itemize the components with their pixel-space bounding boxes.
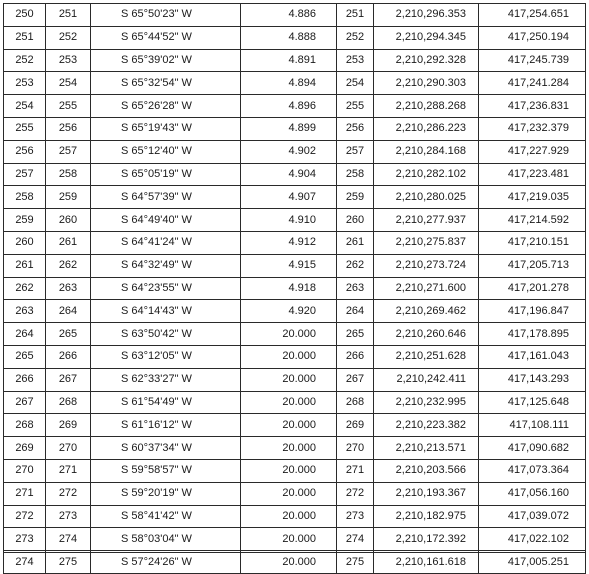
bearing-cell: S 65°12'40" W [91,140,241,163]
point-cell: 251 [337,4,374,27]
from-station-cell: 260 [4,231,46,254]
easting-cell: 417,161.043 [479,345,586,368]
easting-cell: 417,210.151 [479,231,586,254]
bearing-cell: S 64°32'49" W [91,254,241,277]
northing-cell: 2,210,280.025 [374,186,479,209]
distance-cell: 4.910 [241,209,337,232]
northing-cell: 2,210,286.223 [374,117,479,140]
bearing-cell: S 64°14'43" W [91,300,241,323]
easting-cell: 417,056.160 [479,482,586,505]
northing-cell: 2,210,294.345 [374,26,479,49]
to-station-cell: 256 [46,117,91,140]
table-row [4,505,586,528]
easting-cell: 417,254.651 [479,4,586,27]
easting-cell: 417,108.111 [479,414,586,437]
bearing-cell: S 62°33'27" W [91,368,241,391]
from-station-cell: 261 [4,254,46,277]
distance-cell: 4.907 [241,186,337,209]
point-cell: 260 [337,209,374,232]
from-station-cell: 264 [4,323,46,346]
bearing-cell: S 65°32'54" W [91,72,241,95]
point-cell: 268 [337,391,374,414]
from-station-cell: 267 [4,391,46,414]
from-station-cell: 251 [4,26,46,49]
point-cell: 266 [337,345,374,368]
to-station-cell: 254 [46,72,91,95]
easting-cell: 417,227.929 [479,140,586,163]
northing-cell: 2,210,193.367 [374,482,479,505]
bearing-cell: S 59°20'19" W [91,482,241,505]
from-station-cell: 263 [4,300,46,323]
from-station-cell: 271 [4,482,46,505]
from-station-cell: 266 [4,368,46,391]
distance-cell: 20.000 [241,459,337,482]
to-station-cell: 262 [46,254,91,277]
table-row [4,414,586,437]
table-row [4,26,586,49]
easting-cell: 417,223.481 [479,163,586,186]
distance-cell: 20.000 [241,505,337,528]
bearing-cell: S 65°05'19" W [91,163,241,186]
point-cell: 271 [337,459,374,482]
distance-cell: 20.000 [241,551,337,574]
table-row [4,459,586,482]
point-cell: 253 [337,49,374,72]
table-row [4,209,586,232]
distance-cell: 20.000 [241,391,337,414]
from-station-cell: 257 [4,163,46,186]
bearing-cell: S 63°12'05" W [91,345,241,368]
table-row [4,231,586,254]
from-station-cell: 256 [4,140,46,163]
table-row [4,437,586,460]
easting-cell: 417,214.592 [479,209,586,232]
to-station-cell: 267 [46,368,91,391]
to-station-cell: 252 [46,26,91,49]
distance-cell: 20.000 [241,323,337,346]
distance-cell: 4.896 [241,95,337,118]
distance-cell: 20.000 [241,482,337,505]
northing-cell: 2,210,273.724 [374,254,479,277]
distance-cell: 20.000 [241,368,337,391]
table-row [4,95,586,118]
from-station-cell: 270 [4,459,46,482]
northing-cell: 2,210,172.392 [374,528,479,551]
table-row [4,345,586,368]
from-station-cell: 274 [4,551,46,574]
northing-cell: 2,210,296.353 [374,4,479,27]
easting-cell: 417,245.739 [479,49,586,72]
to-station-cell: 270 [46,437,91,460]
from-station-cell: 272 [4,505,46,528]
northing-cell: 2,210,271.600 [374,277,479,300]
table-row [4,528,586,551]
bearing-cell: S 61°54'49" W [91,391,241,414]
to-station-cell: 274 [46,528,91,551]
bearing-cell: S 60°37'34" W [91,437,241,460]
from-station-cell: 269 [4,437,46,460]
distance-cell: 4.888 [241,26,337,49]
to-station-cell: 255 [46,95,91,118]
bearing-cell: S 63°50'42" W [91,323,241,346]
easting-cell: 417,073.364 [479,459,586,482]
northing-cell: 2,210,161.618 [374,551,479,574]
from-station-cell: 253 [4,72,46,95]
northing-cell: 2,210,277.937 [374,209,479,232]
from-station-cell: 265 [4,345,46,368]
table-row [4,391,586,414]
bearing-cell: S 65°44'52" W [91,26,241,49]
to-station-cell: 259 [46,186,91,209]
table-row [4,49,586,72]
point-cell: 269 [337,414,374,437]
from-station-cell: 252 [4,49,46,72]
to-station-cell: 261 [46,231,91,254]
point-cell: 255 [337,95,374,118]
survey-table-container [3,3,586,568]
bearing-cell: S 64°57'39" W [91,186,241,209]
distance-cell: 4.886 [241,4,337,27]
from-station-cell: 259 [4,209,46,232]
bearing-cell: S 65°50'23" W [91,4,241,27]
point-cell: 263 [337,277,374,300]
table-row [4,300,586,323]
northing-cell: 2,210,288.268 [374,95,479,118]
bearing-cell: S 58°03'04" W [91,528,241,551]
point-cell: 272 [337,482,374,505]
from-station-cell: 273 [4,528,46,551]
point-cell: 258 [337,163,374,186]
point-cell: 275 [337,551,374,574]
distance-cell: 20.000 [241,437,337,460]
easting-cell: 417,143.293 [479,368,586,391]
distance-cell: 20.000 [241,345,337,368]
easting-cell: 417,022.102 [479,528,586,551]
to-station-cell: 269 [46,414,91,437]
northing-cell: 2,210,251.628 [374,345,479,368]
easting-cell: 417,196.847 [479,300,586,323]
northing-cell: 2,210,292.328 [374,49,479,72]
easting-cell: 417,236.831 [479,95,586,118]
point-cell: 262 [337,254,374,277]
table-row [4,323,586,346]
easting-cell: 417,178.895 [479,323,586,346]
easting-cell: 417,219.035 [479,186,586,209]
to-station-cell: 264 [46,300,91,323]
table-row [4,140,586,163]
table-row [4,551,586,574]
table-row [4,482,586,505]
from-station-cell: 258 [4,186,46,209]
point-cell: 265 [337,323,374,346]
distance-cell: 4.920 [241,300,337,323]
distance-cell: 4.915 [241,254,337,277]
easting-cell: 417,241.284 [479,72,586,95]
to-station-cell: 275 [46,551,91,574]
bearing-cell: S 61°16'12" W [91,414,241,437]
table-row [4,368,586,391]
table-row [4,254,586,277]
to-station-cell: 268 [46,391,91,414]
from-station-cell: 268 [4,414,46,437]
point-cell: 257 [337,140,374,163]
to-station-cell: 273 [46,505,91,528]
northing-cell: 2,210,260.646 [374,323,479,346]
table-row [4,117,586,140]
point-cell: 259 [337,186,374,209]
point-cell: 274 [337,528,374,551]
easting-cell: 417,201.278 [479,277,586,300]
easting-cell: 417,039.072 [479,505,586,528]
from-station-cell: 250 [4,4,46,27]
table-row [4,163,586,186]
bearing-cell: S 64°49'40" W [91,209,241,232]
distance-cell: 20.000 [241,414,337,437]
distance-cell: 4.918 [241,277,337,300]
northing-cell: 2,210,282.102 [374,163,479,186]
distance-cell: 4.904 [241,163,337,186]
bearing-cell: S 64°23'55" W [91,277,241,300]
to-station-cell: 272 [46,482,91,505]
northing-cell: 2,210,213.571 [374,437,479,460]
from-station-cell: 255 [4,117,46,140]
northing-cell: 2,210,275.837 [374,231,479,254]
northing-cell: 2,210,269.462 [374,300,479,323]
northing-cell: 2,210,284.168 [374,140,479,163]
distance-cell: 4.912 [241,231,337,254]
from-station-cell: 262 [4,277,46,300]
distance-cell: 4.891 [241,49,337,72]
point-cell: 261 [337,231,374,254]
easting-cell: 417,232.379 [479,117,586,140]
bearing-cell: S 57°24'26" W [91,551,241,574]
easting-cell: 417,125.648 [479,391,586,414]
to-station-cell: 258 [46,163,91,186]
point-cell: 267 [337,368,374,391]
table-row [4,4,586,27]
northing-cell: 2,210,232.995 [374,391,479,414]
northing-cell: 2,210,290.303 [374,72,479,95]
distance-cell: 20.000 [241,528,337,551]
easting-cell: 417,090.682 [479,437,586,460]
bearing-cell: S 64°41'24" W [91,231,241,254]
to-station-cell: 265 [46,323,91,346]
distance-cell: 4.902 [241,140,337,163]
point-cell: 264 [337,300,374,323]
to-station-cell: 266 [46,345,91,368]
bearing-cell: S 65°19'43" W [91,117,241,140]
easting-cell: 417,250.194 [479,26,586,49]
northing-cell: 2,210,203.566 [374,459,479,482]
to-station-cell: 260 [46,209,91,232]
distance-cell: 4.894 [241,72,337,95]
distance-cell: 4.899 [241,117,337,140]
easting-cell: 417,205.713 [479,254,586,277]
point-cell: 273 [337,505,374,528]
from-station-cell: 254 [4,95,46,118]
point-cell: 252 [337,26,374,49]
survey-coordinates-table [3,3,586,574]
to-station-cell: 251 [46,4,91,27]
bearing-cell: S 59°58'57" W [91,459,241,482]
northing-cell: 2,210,223.382 [374,414,479,437]
northing-cell: 2,210,242.411 [374,368,479,391]
bearing-cell: S 65°39'02" W [91,49,241,72]
point-cell: 254 [337,72,374,95]
bearing-cell: S 65°26'28" W [91,95,241,118]
point-cell: 256 [337,117,374,140]
northing-cell: 2,210,182.975 [374,505,479,528]
table-body [4,4,586,574]
table-row [4,72,586,95]
point-cell: 270 [337,437,374,460]
to-station-cell: 271 [46,459,91,482]
bearing-cell: S 58°41'42" W [91,505,241,528]
to-station-cell: 257 [46,140,91,163]
table-row [4,277,586,300]
easting-cell: 417,005.251 [479,551,586,574]
to-station-cell: 263 [46,277,91,300]
table-row [4,186,586,209]
to-station-cell: 253 [46,49,91,72]
